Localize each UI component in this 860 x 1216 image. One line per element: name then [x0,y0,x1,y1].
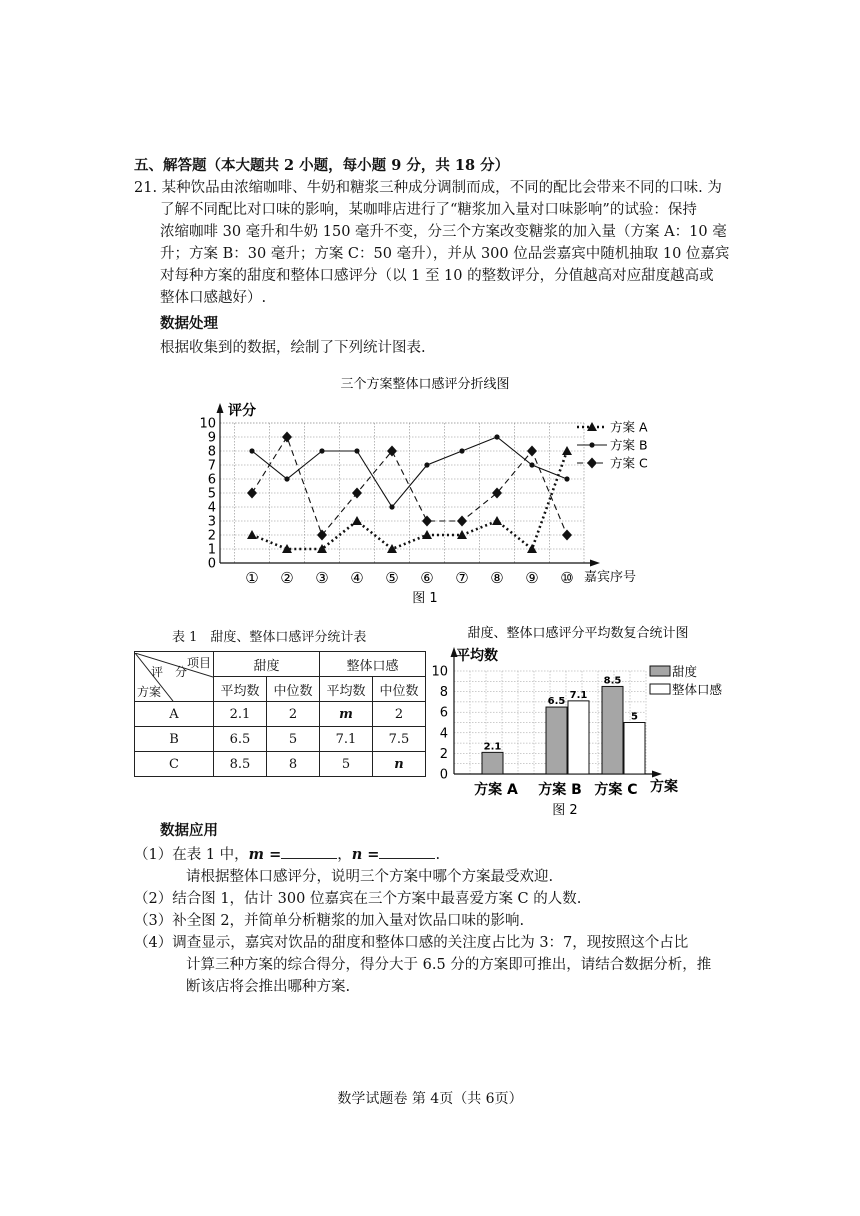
question-21-line-3: 浓缩咖啡 30 毫升和牛奶 150 毫升不变，分三个方案改变糖浆的加入量（方案 A：10 毫 [160,224,727,240]
data-processing-heading: 数据处理 [160,315,218,332]
legend-label: 方案 B [610,437,648,453]
legend-label: 方案 C [610,455,648,471]
y-tick-label: 0 [207,556,216,572]
data-point [247,530,257,539]
data-processing-text: 根据收集到的数据，绘制了下列统计图表. [160,340,426,356]
x-axis-arrow [652,771,662,778]
question-part-4-line-1: （4）调查显示，嘉宾对饮品的甜度和整体口感的关注度占比为 3：7，现按照这个占比 [134,935,689,951]
data-point [564,476,569,481]
bar-chart-xlabel: 方案 [650,779,678,795]
question-part-1-lead: （1）在表 1 中， [134,847,249,863]
bar-overall-taste [624,723,645,775]
corner-bottom-label: 方案 [137,684,162,699]
y-tick-label: 6 [207,472,216,488]
data-application-heading: 数据应用 [160,822,218,839]
data-point [459,448,464,453]
data-point [527,446,537,457]
line-chart-figure-1 [180,370,680,610]
y-tick-label: 1 [207,542,216,558]
table-group-header: 甜度 [214,652,320,677]
data-point [317,544,327,553]
data-label: 8.5 [603,675,622,687]
x-axis-arrow [590,560,600,567]
line-chart-legend [577,420,648,471]
line-chart-ylabel: 评分 [228,403,256,419]
data-label: 7.1 [569,689,588,701]
question-part-1-b: 请根据整体口感评分，说明三个方案中哪个方案最受欢迎. [186,869,554,885]
data-point [492,516,502,525]
table-row-name: C [135,752,214,777]
data-label: 5 [631,711,638,723]
question-part-1: （1）在表 1 中，m = ，n = . [134,846,441,863]
table-1 [134,651,426,777]
x-tick-label: ⑥ [420,569,434,587]
data-point [422,530,432,539]
question-21-line-6: 整体口感越好）. [160,290,267,306]
x-tick-label: ② [280,569,294,587]
data-point [424,462,429,467]
data-point [249,448,254,453]
y-tick-label: 10 [431,664,448,680]
legend-label: 甜度 [672,664,698,679]
legend-marker [587,458,597,469]
x-tick-label: ⑩ [560,569,574,587]
bar-chart-bars [482,675,645,774]
data-point [457,516,467,527]
line-chart-title: 三个方案整体口感评分折线图 [340,377,510,392]
data-point [354,448,359,453]
table-row [135,702,426,727]
legend-label: 整体口感 [672,682,723,697]
y-tick-label: 4 [439,726,448,742]
data-point [422,516,432,527]
table-cell: 7.5 [373,727,426,752]
data-point [562,446,572,455]
table-column-header: 平均数 [320,677,373,702]
bar-chart-figure-2 [420,620,740,825]
bar-chart-ylabel: 平均数 [456,648,498,664]
y-tick-label: 0 [439,767,448,783]
question-part-2: （2）结合图 1，估计 300 位嘉宾在三个方案中最喜爱方案 C 的人数. [134,891,582,907]
table-cell: 6.5 [214,727,267,752]
question-21-line-5: 对每种方案的甜度和整体口感评分（以 1 至 10 的整数评分，分值越高对应甜度越高或 [160,268,714,284]
data-point [352,516,362,525]
bar-sweetness [602,686,623,774]
data-point [494,434,499,439]
n-blank [379,844,435,859]
data-point [352,488,362,499]
table-row-name: A [135,702,214,727]
bar-chart-legend [650,664,723,697]
data-point [319,448,324,453]
table-row-name: B [135,727,214,752]
figure-2-caption: 图 2 [552,803,578,818]
data-point [282,432,292,443]
data-point [529,462,534,467]
table-cell: 2.1 [214,702,267,727]
y-tick-label: 10 [199,416,216,432]
table-corner-cell [135,652,214,702]
question-21-line-4: 升；方案 B：30 毫升；方案 C：50 毫升），并从 300 位品尝嘉宾中随机抽取 10 位嘉宾 [160,246,730,262]
table-column-header: 平均数 [214,677,267,702]
figure-1-caption: 图 1 [412,591,438,606]
y-tick-label: 8 [207,444,216,460]
data-label: 2.1 [483,741,502,753]
legend-label: 方案 A [610,419,648,435]
x-tick-label: ⑤ [385,569,399,587]
data-point [389,504,394,509]
data-point [562,530,572,541]
legend-swatch [650,684,670,694]
question-21-line-2: 了解不同配比对口味的影响，某咖啡店进行了“糖浆加入量对口味影响”的试验：保持 [160,202,697,218]
x-tick-label: 方案 C [594,782,638,798]
y-tick-label: 4 [207,500,216,516]
table-cell: 7.1 [320,727,373,752]
corner-top-label: 项目 [186,655,211,670]
data-label: 6.5 [547,696,566,708]
n-label: n = [351,846,380,863]
y-axis-arrow [217,403,224,413]
data-point [247,488,257,499]
table-cell: 8.5 [214,752,267,777]
bar-sweetness [546,707,567,774]
y-tick-label: 9 [207,430,216,446]
question-part-4-line-2: 计算三种方案的综合得分，得分大于 6.5 分的方案即可推出，请结合数据分析，推 [186,957,712,973]
y-tick-label: 6 [439,705,448,721]
table-cell: 2 [267,702,320,727]
x-tick-label: 方案 B [538,782,582,798]
legend-marker [589,442,594,447]
x-tick-label: ⑦ [455,569,469,587]
x-tick-label: 方案 A [474,782,518,798]
m-blank [281,844,337,859]
y-tick-label: 2 [439,746,448,762]
page-footer: 数学试题卷 第 4页（共 6页） [337,1091,523,1107]
x-tick-label: ① [245,569,259,587]
y-tick-label: 8 [439,685,448,701]
table-cell: 2 [373,702,426,727]
table-cell: 8 [267,752,320,777]
y-tick-label: 3 [207,514,216,530]
table-row [135,752,426,777]
line-chart-grid [220,423,584,563]
legend-swatch [650,666,670,676]
m-label: m = [248,846,282,863]
x-tick-label: ③ [315,569,329,587]
x-tick-label: ⑧ [490,569,504,587]
y-tick-label: 2 [207,528,216,544]
bar-overall-taste [568,701,589,774]
table-column-header: 中位数 [373,677,426,702]
data-point [527,544,537,553]
x-tick-label: ⑨ [525,569,539,587]
data-point [284,476,289,481]
table-cell: n [373,752,426,777]
table-cell: 5 [320,752,373,777]
section-title: 五、解答题（本大题共 2 小题，每小题 9 分，共 18 分） [134,157,510,174]
table-group-header: 整体口感 [320,652,426,677]
table-1-title: 表 1 甜度、整体口感评分统计表 [172,630,367,645]
y-tick-label: 5 [207,486,216,502]
x-tick-label: ④ [350,569,364,587]
table-cell: m [320,702,373,727]
bar-chart-title: 甜度、整体口感评分平均数复合统计图 [467,626,689,641]
question-part-4-line-3: 断该店将会推出哪种方案. [186,979,351,995]
corner-mid-label: 评 分 [151,664,188,679]
y-tick-label: 7 [207,458,216,474]
bar-sweetness [482,752,503,774]
question-21-line-1: 21. 某种饮品由浓缩咖啡、牛奶和糖浆三种成分调制而成，不同的配比会带来不同的口味. 为 [134,180,722,196]
line-chart-xlabel: 嘉宾序号 [584,570,637,585]
line-chart-axes [199,403,600,587]
question-part-3: （3）补全图 2，并简单分析糖浆的加入量对饮品口味的影响. [134,913,525,929]
table-row [135,727,426,752]
table-cell: 5 [267,727,320,752]
table-column-header: 中位数 [267,677,320,702]
